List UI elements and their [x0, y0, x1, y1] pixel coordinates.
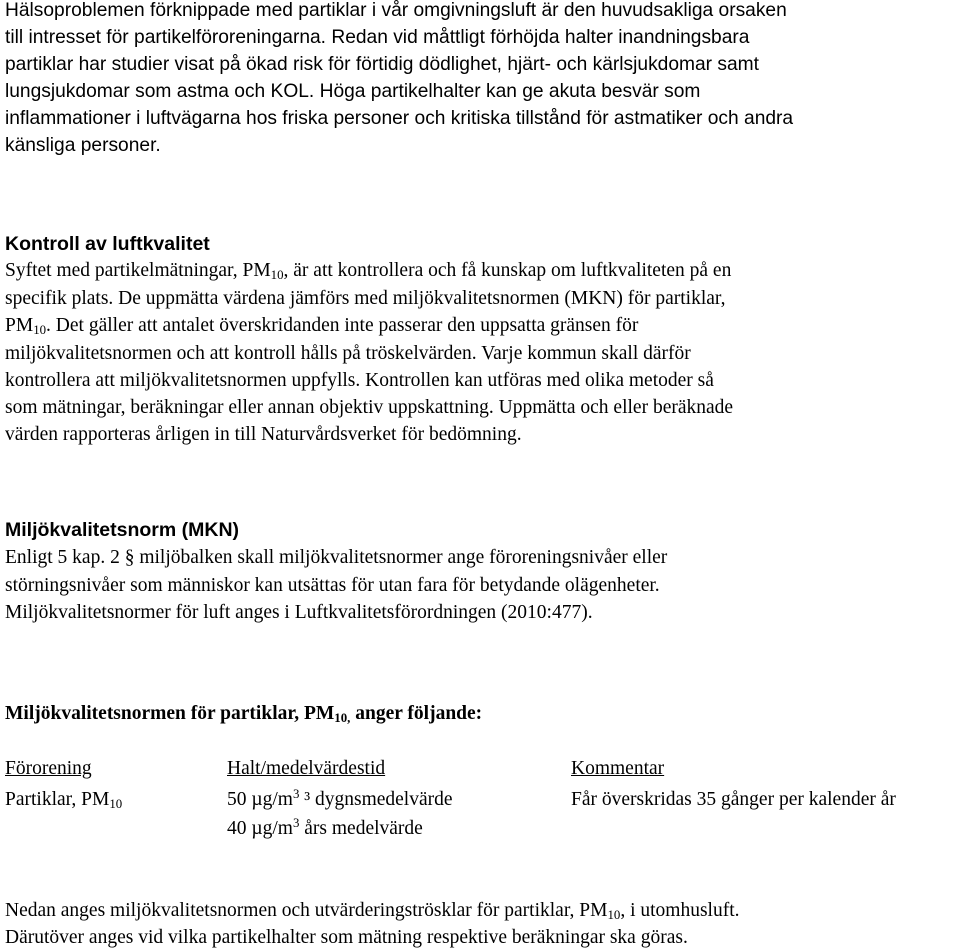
kontroll-line: Syftet med partikelmätningar, $PM_{10}$, är att kontrollera och få kunskap om luftkvaliteten på en [5, 260, 732, 283]
column-header-forarening: Förorening [5, 758, 92, 779]
mkn-line: Enligt 5 kap. 2 § miljöbalken skall miljökvalitetsnormer ange föroreningsnivåer eller [5, 547, 668, 568]
mkn-line: Miljökvalitetsnormer för luft anges i Luftkvalitetsförordningen (2010:477). [5, 602, 593, 623]
footer-line: Därutöver anges vid vilka partikelhalter som mätning respektive beräkningar ska göras. [5, 927, 688, 948]
column-header-kommentar: Kommentar [571, 758, 665, 779]
intro-line: lungsjukdomar som astma och KOL. Höga partikelhalter kan ge akuta besvär som [5, 81, 701, 102]
kontroll-line: $PM_{10}$. Det gäller att antalet överskridanden inte passerar den uppsatta gränsen för [5, 315, 639, 338]
table-cell-annual-limit: 40 $\mu g/m^3$ års medelvärde [227, 815, 423, 839]
intro-line: Hälsoproblemen förknippade med partiklar i vår omgivningsluft är den huvudsakliga orsaken [5, 0, 787, 21]
section-heading-mkn: Miljökvalitetsnorm (MKN) [5, 519, 240, 541]
column-header-halt: Halt/medelvärdestid [227, 758, 386, 779]
section-heading-kontroll: Kontroll av luftkvalitet [5, 233, 210, 255]
intro-line: till intresset för partikelföroreningarna. Redan vid måttligt förhöjda halter inandningsbara [5, 27, 750, 48]
kontroll-line: värden rapporteras årligen in till Naturvårdsverket för bedömning. [5, 424, 522, 445]
mkn-line: störningsnivåer som människor kan utsättas för utan fara för betydande olägenheter. [5, 575, 660, 596]
table-cell-comment: Får överskridas 35 gånger per kalender år [571, 789, 896, 810]
norm-heading: Miljökvalitetsnormen för partiklar, $PM_{10,}$ anger följande: [5, 703, 483, 726]
kontroll-line: kontrollera att miljökvalitetsnormen uppfylls. Kontrollen kan utföras med olika metoder så [5, 370, 714, 391]
kontroll-line: som mätningar, beräkningar eller annan objektiv uppskattning. Uppmätta och eller beräknade [5, 397, 734, 418]
intro-line: känsliga personer. [5, 135, 161, 156]
table-cell-pollutant: Partiklar, $PM_{10}$ [5, 789, 123, 812]
intro-line: inflammationer i luftvägarna hos friska personer och kritiska tillstånd för astmatiker och andra [5, 108, 794, 129]
intro-line: partiklar har studier visat på ökad risk för förtidig dödlighet, hjärt- och kärlsjukdomar samt [5, 54, 759, 75]
footer-line: Nedan anges miljökvalitetsnormen och utvärderingströsklar för partiklar, $PM_{10}$, i utomhusluft. [5, 900, 740, 923]
kontroll-line: miljökvalitetsnormen och att kontroll hålls på tröskelvärden. Varje kommun skall därför [5, 343, 691, 364]
kontroll-line: specifik plats. De uppmätta värdena jämförs med miljökvalitetsnormen (MKN) för partiklar, [5, 288, 726, 309]
table-cell-daily-limit: 50 $\mu g/m^3$ ³ dygnsmedelvärde [227, 786, 453, 810]
